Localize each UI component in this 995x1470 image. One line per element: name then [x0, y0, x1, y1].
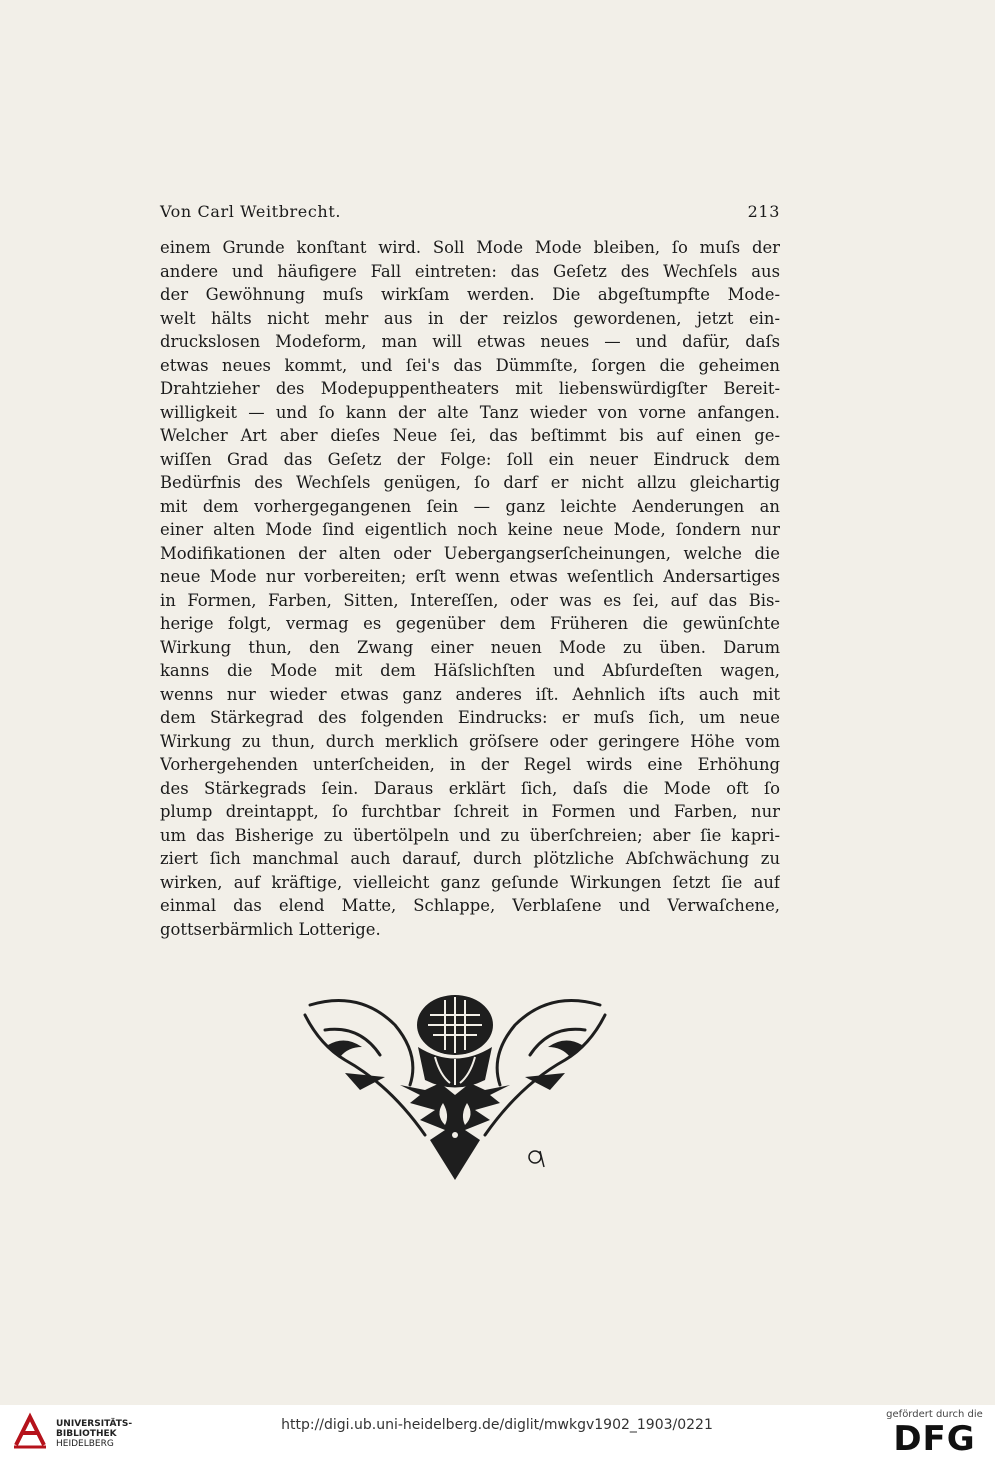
- dfg-logo[interactable]: DFG: [893, 1419, 976, 1459]
- text-line: des Stärkegrads ſein. Daraus erklärt ſich, daſs die Mode oft ſo: [160, 778, 780, 798]
- text-line: Welcher Art aber dieſes Neue ſei, das beſtimmt bis auf einen ge-: [160, 426, 780, 445]
- permalink-url[interactable]: http://digi.ub.uni-heidelberg.de/diglit/mwkgv1902_1903/0221: [281, 1417, 713, 1433]
- text-line: andere und häufigere Fall eintreten: das Geſetz des Wechſels aus: [160, 261, 780, 281]
- text-line: willigkeit — und ſo kann der alte Tanz wieder von vorne anfangen.: [160, 402, 780, 422]
- text-line: plump dreintappt, ſo furchtbar ſchreit in Formen und Farben, nur: [160, 802, 780, 821]
- footer-bar: [0, 1405, 995, 1470]
- text-line: Vorhergehenden unterſcheiden, in der Regel wirds eine Erhöhung: [160, 755, 780, 774]
- page-header: [160, 202, 780, 230]
- text-line: um das Bisherige zu übertölpeln und zu überſchreien; aber ſie kapri-: [160, 825, 780, 845]
- text-line: Wirkung thun, den Zwang einer neuen Mode zu üben. Darum: [160, 637, 780, 657]
- text-line: ziert ſich manchmal auch darauf, durch plötzliche Abſchwächung zu: [160, 849, 780, 868]
- text-line: Wirkung zu thun, durch merklich gröſsere oder geringere Höhe vom: [160, 731, 780, 751]
- text-line: der Gewöhnung muſs wirkſam werden. Die abgeſtumpfte Mode-: [160, 285, 780, 304]
- text-line: wiſſen Grad das Geſetz der Folge: ſoll ein neuer Eindruck dem: [160, 449, 780, 469]
- text-line: einem Grunde konſtant wird. Soll Mode Mode bleiben, ſo muſs der: [160, 238, 780, 257]
- text-line: einmal das elend Matte, Schlappe, Verblaſene und Verwaſchene,: [160, 896, 780, 915]
- text-line: dem Stärkegrad des folgenden Eindrucks: er muſs ſich, um neue: [160, 708, 780, 727]
- text-line: neue Mode nur vorbereiten; erſt wenn etwas weſentlich Andersartiges: [160, 567, 780, 586]
- library-name-line: HEIDELBERG: [56, 1439, 114, 1449]
- running-head: Von Carl Weitbrecht.: [160, 202, 342, 221]
- page-number: 213: [747, 202, 780, 221]
- library-logo[interactable]: [10, 1411, 160, 1461]
- text-line: wirken, auf kräftige, vielleicht ganz geſunde Wirkungen ſetzt ſie auf: [160, 872, 780, 892]
- text-line: mit dem vorhergegangenen ſein — ganz leichte Aenderungen an: [160, 496, 780, 516]
- text-line: wenns nur wieder etwas ganz anderes iſt. Aehnlich iſts auch mit: [160, 684, 780, 704]
- text-line: welt hälts nicht mehr aus in der reizlos gewordenen, jetzt ein-: [160, 308, 780, 328]
- text-line: einer alten Mode ſind eigentlich noch keine neue Mode, ſondern nur: [160, 520, 780, 539]
- text-line: in Formen, Farben, Sitten, Intereſſen, oder was es ſei, auf das Bis-: [160, 590, 780, 610]
- library-name-line: UNIVERSITÄTS-: [56, 1419, 133, 1429]
- funded-note: gefördert durch die: [886, 1409, 983, 1420]
- text-line: etwas neues kommt, und ſei's das Dümmſte, ſorgen die geheimen: [160, 355, 780, 375]
- library-name: [56, 1419, 132, 1449]
- library-logo-icon: [10, 1411, 50, 1451]
- text-line: Drahtzieher des Modepuppentheaters mit liebenswürdigſter Bereit-: [160, 379, 780, 398]
- thistle-ornament-icon: [300, 985, 610, 1185]
- text-line: druckslosen Modeform, man will etwas neues — und dafür, daſs: [160, 332, 780, 351]
- text-line: kanns die Mode mit dem Häſslichſten und Abſurdeſten wagen,: [160, 661, 780, 680]
- library-name-line: BIBLIOTHEK: [56, 1429, 117, 1439]
- text-line: Bedürfnis des Wechſels genügen, ſo darf er nicht allzu gleichartig: [160, 473, 780, 492]
- text-line: Modifikationen der alten oder Uebergangserſcheinungen, welche die: [160, 543, 780, 563]
- text-line: gottserbärmlich Lotterige.: [160, 919, 381, 939]
- text-line: herige folgt, vermag es gegenüber dem Früheren die gewünſchte: [160, 614, 780, 633]
- funder-block: [882, 1409, 987, 1467]
- body-text: [160, 236, 780, 941]
